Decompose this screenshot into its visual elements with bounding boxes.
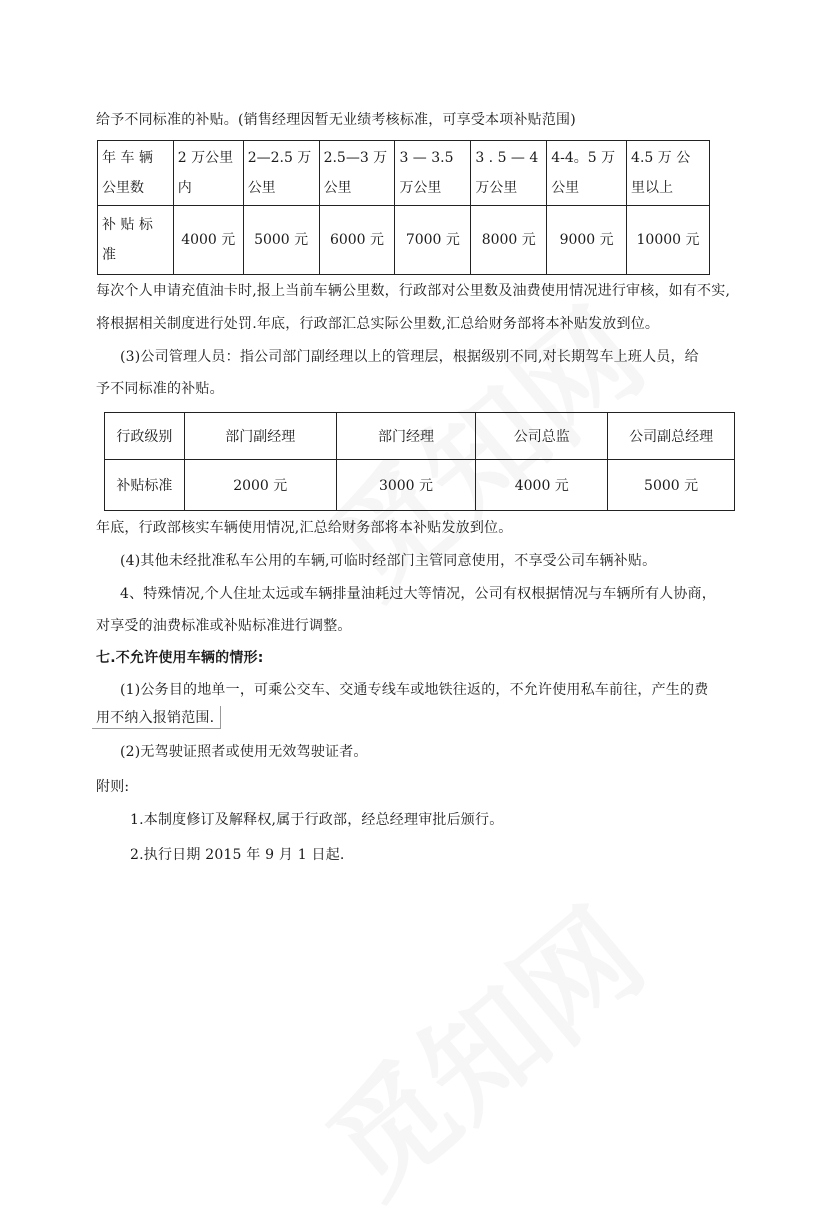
table-cell: 6000 元 bbox=[319, 206, 395, 275]
table-cell: 10000 元 bbox=[627, 206, 710, 275]
table-cell: 4000 元 bbox=[173, 206, 243, 275]
paragraph-line: 将根据相关制度进行处罚.年底，行政部汇总实际公里数,汇总给财务部将本补贴发放到位。 bbox=[96, 316, 660, 332]
table-header-cell: 4.5 万 公 里以上 bbox=[627, 141, 710, 206]
table-row bbox=[98, 141, 710, 206]
paragraph-line: 附则: bbox=[96, 779, 130, 795]
watermark bbox=[287, 864, 673, 1227]
paragraph-line: (2)无驾驶证照者或使用无效驾驶证者。 bbox=[120, 744, 368, 760]
paragraph-line: 每次个人申请充值油卡时,报上当前车辆公里数，行政部对公里数及油费使用情况进行审核，如有不实, bbox=[96, 283, 731, 299]
table-header-cell: 2—2.5 万 公里 bbox=[243, 141, 319, 206]
paragraph-line: (1)公务目的地单一，可乘公交车、交通专线车或地铁往返的，不允许使用私车前往，产生的费 bbox=[120, 682, 709, 698]
table-header-cell: 2.5—3 万 公里 bbox=[319, 141, 395, 206]
paragraph-line: 用不纳入报销范围. bbox=[96, 710, 215, 726]
management-subsidy-table bbox=[104, 412, 735, 511]
table-header-cell: 3 — 3.5 万公里 bbox=[395, 141, 471, 206]
table-label-cell: 补贴标准 bbox=[105, 460, 185, 511]
paragraph-line: 对享受的油费标准或补贴标准进行调整。 bbox=[96, 618, 352, 634]
paragraph-line: 2.执行日期 2015 年 9 月 1 日起. bbox=[130, 847, 345, 863]
table-cell: 3000 元 bbox=[336, 460, 476, 511]
table-cell: 7000 元 bbox=[395, 206, 471, 275]
table-cell: 5000 元 bbox=[243, 206, 319, 275]
table-cell: 9000 元 bbox=[547, 206, 627, 275]
table-header-cell: 3 . 5 — 4 万公里 bbox=[471, 141, 547, 206]
table-row bbox=[105, 413, 735, 460]
table-header-cell: 公司副总经理 bbox=[608, 413, 735, 460]
paragraph-line: 年底，行政部核实车辆使用情况,汇总给财务部将本补贴发放到位。 bbox=[96, 520, 513, 536]
paragraph-line: (4)其他未经批准私车公用的车辆,可临时经部门主管同意使用，不享受公司车辆补贴。 bbox=[120, 553, 657, 569]
table-header-cell: 行政级别 bbox=[105, 413, 185, 460]
table-cell: 4000 元 bbox=[476, 460, 608, 511]
table-header-cell: 公司总监 bbox=[476, 413, 608, 460]
paragraph-line: 1.本制度修订及解释权,属于行政部，经总经理审批后颁行。 bbox=[130, 812, 504, 828]
section-heading: 七.不允许使用车辆的情形: bbox=[96, 650, 264, 666]
table-cell: 2000 元 bbox=[184, 460, 336, 511]
table-cell: 8000 元 bbox=[471, 206, 547, 275]
table-row bbox=[105, 460, 735, 511]
mileage-subsidy-table bbox=[97, 140, 710, 275]
table-header-cell: 4-4。5 万 公里 bbox=[547, 141, 627, 206]
table-header-cell: 2 万公里 内 bbox=[173, 141, 243, 206]
paragraph-line: (3)公司管理人员：指公司部门副经理以上的管理层，根据级别不同,对长期驾车上班人员，给 bbox=[120, 349, 699, 365]
table-cell: 5000 元 bbox=[608, 460, 735, 511]
paragraph-line: 4、特殊情况,个人住址太远或车辆排量油耗过大等情况，公司有权根据情况与车辆所有人协商， bbox=[120, 586, 716, 602]
table-header-cell: 年 车 辆 公里数 bbox=[98, 141, 174, 206]
table-header-cell: 部门副经理 bbox=[184, 413, 336, 460]
paragraph-line: 予不同标准的补贴。 bbox=[96, 381, 224, 397]
paragraph-line: 给予不同标准的补贴。(销售经理因暂无业绩考核标准，可享受本项补贴范围) bbox=[96, 112, 576, 128]
table-label-cell: 补 贴 标 准 bbox=[98, 206, 174, 275]
table-header-cell: 部门经理 bbox=[336, 413, 476, 460]
table-row bbox=[98, 206, 710, 275]
